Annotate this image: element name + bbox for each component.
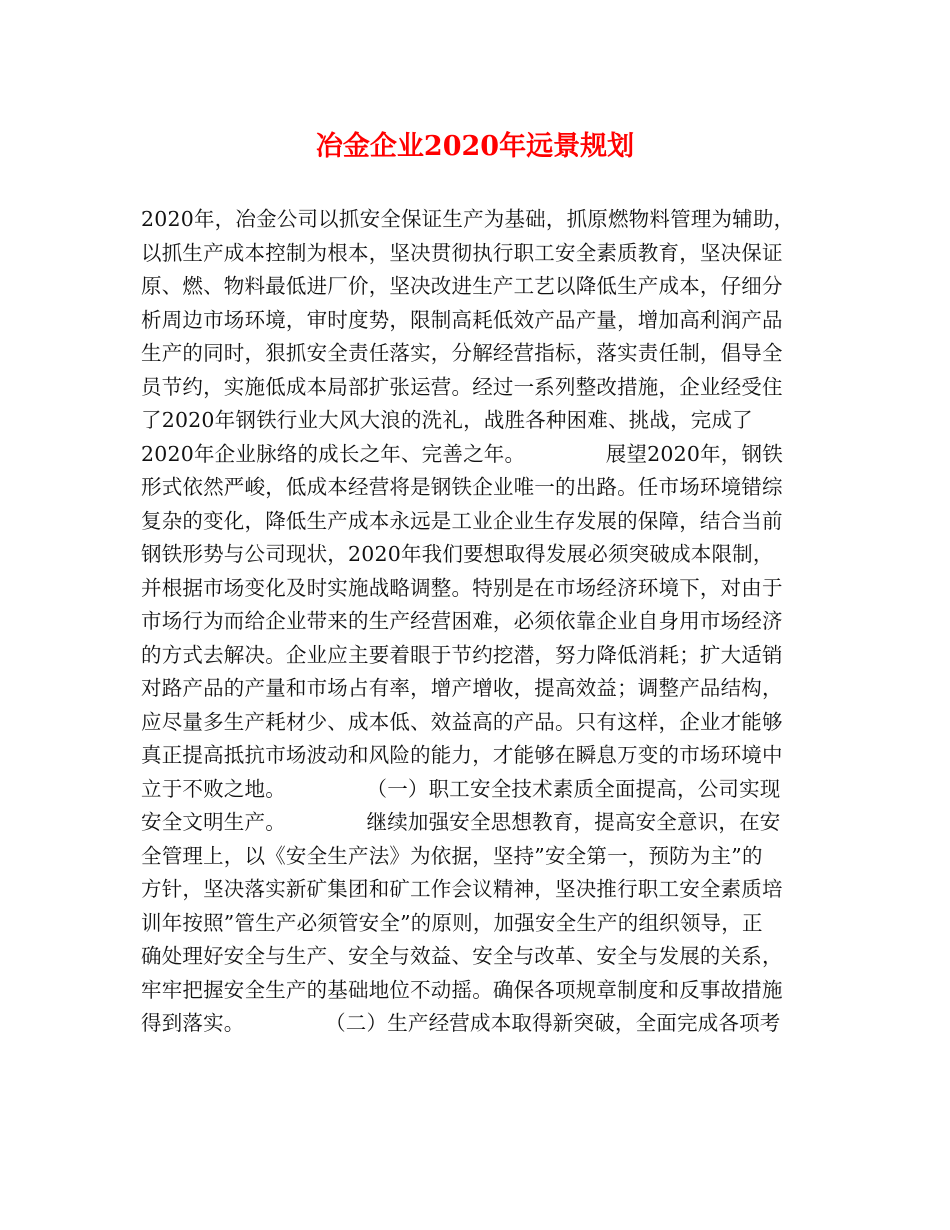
body-line: 得到落实。 （二）生产经营成本取得新突破，全面完成各项考 — [141, 1011, 781, 1035]
body-line: 员节约，实施低成本局部扩张运营。经过一系列整改措施，企业经受住 — [141, 374, 783, 399]
body-line: 2020年企业脉络的成长之年、完善之年。 展望2020年，钢铁 — [141, 441, 783, 466]
body-line: 2020年，冶金公司以抓安全保证生产为基础，抓原燃物料管理为辅助， — [141, 207, 795, 231]
body-line: 对路产品的产量和市场占有率，增产增收，提高效益；调整产品结构， — [141, 676, 783, 700]
body-line: 形式依然严峻，低成本经营将是钢铁企业唯一的出路。任市场环境错综 — [141, 475, 783, 499]
body-line: 真正提高抵抗市场波动和风险的能力，才能够在瞬息万变的市场环境中 — [141, 743, 783, 767]
body-line: 析周边市场环境，审时度势，限制高耗低效产品产量，增加高利润产品 — [141, 307, 783, 332]
document-title: 冶金企业2020年远景规划 — [315, 131, 635, 162]
body-line: 安全文明生产。 继续加强安全思想教育，提高安全意识，在安 — [141, 810, 781, 834]
body-line: 牢牢把握安全生产的基础地位不动摇。确保各项规章制度和反事故措施 — [141, 977, 783, 1002]
body-line: 并根据市场变化及时实施战略调整。特别是在市场经济环境下，对由于 — [141, 575, 783, 600]
body-line: 原、燃、物料最低进厂价，坚决改进生产工艺以降低生产成本，仔细分 — [141, 274, 783, 298]
body-line: 应尽量多生产耗材少、成本低、效益高的产品。只有这样，企业才能够 — [141, 709, 783, 734]
document-body — [141, 203, 821, 1041]
body-line: 市场行为而给企业带来的生产经营困难，必须依靠企业自身用市场经济 — [141, 609, 783, 633]
body-line: 生产的同时，狠抓安全责任落实，分解经营指标，落实责任制，倡导全 — [141, 341, 783, 365]
body-line: 方针，坚决落实新矿集团和矿工作会议精神，坚决推行职工安全素质培 — [141, 877, 783, 901]
body-line: 立于不败之地。 （一）职工安全技术素质全面提高，公司实现 — [141, 776, 781, 801]
body-line: 的方式去解决。企业应主要着眼于节约挖潜，努力降低消耗；扩大适销 — [141, 642, 783, 667]
body-line: 复杂的变化，降低生产成本永远是工业企业生存发展的保障，结合当前 — [141, 508, 783, 533]
body-line: 了2020年钢铁行业大风大浪的洗礼，战胜各种困难、挑战，完成了 — [141, 408, 753, 432]
body-line: 钢铁形势与公司现状，2020年我们要想取得发展必须突破成本限制， — [141, 542, 774, 566]
body-line: 确处理好安全与生产、安全与效益、安全与改革、安全与发展的关系， — [141, 944, 783, 968]
body-line: 以抓生产成本控制为根本，坚决贯彻执行职工安全素质教育，坚决保证 — [141, 240, 783, 265]
body-line: 全管理上，以《安全生产法》为依据，坚持”安全第一，预防为主”的 — [141, 843, 763, 868]
body-line: 训年按照”管生产必须管安全”的原则，加强安全生产的组织领导，正 — [141, 910, 763, 935]
